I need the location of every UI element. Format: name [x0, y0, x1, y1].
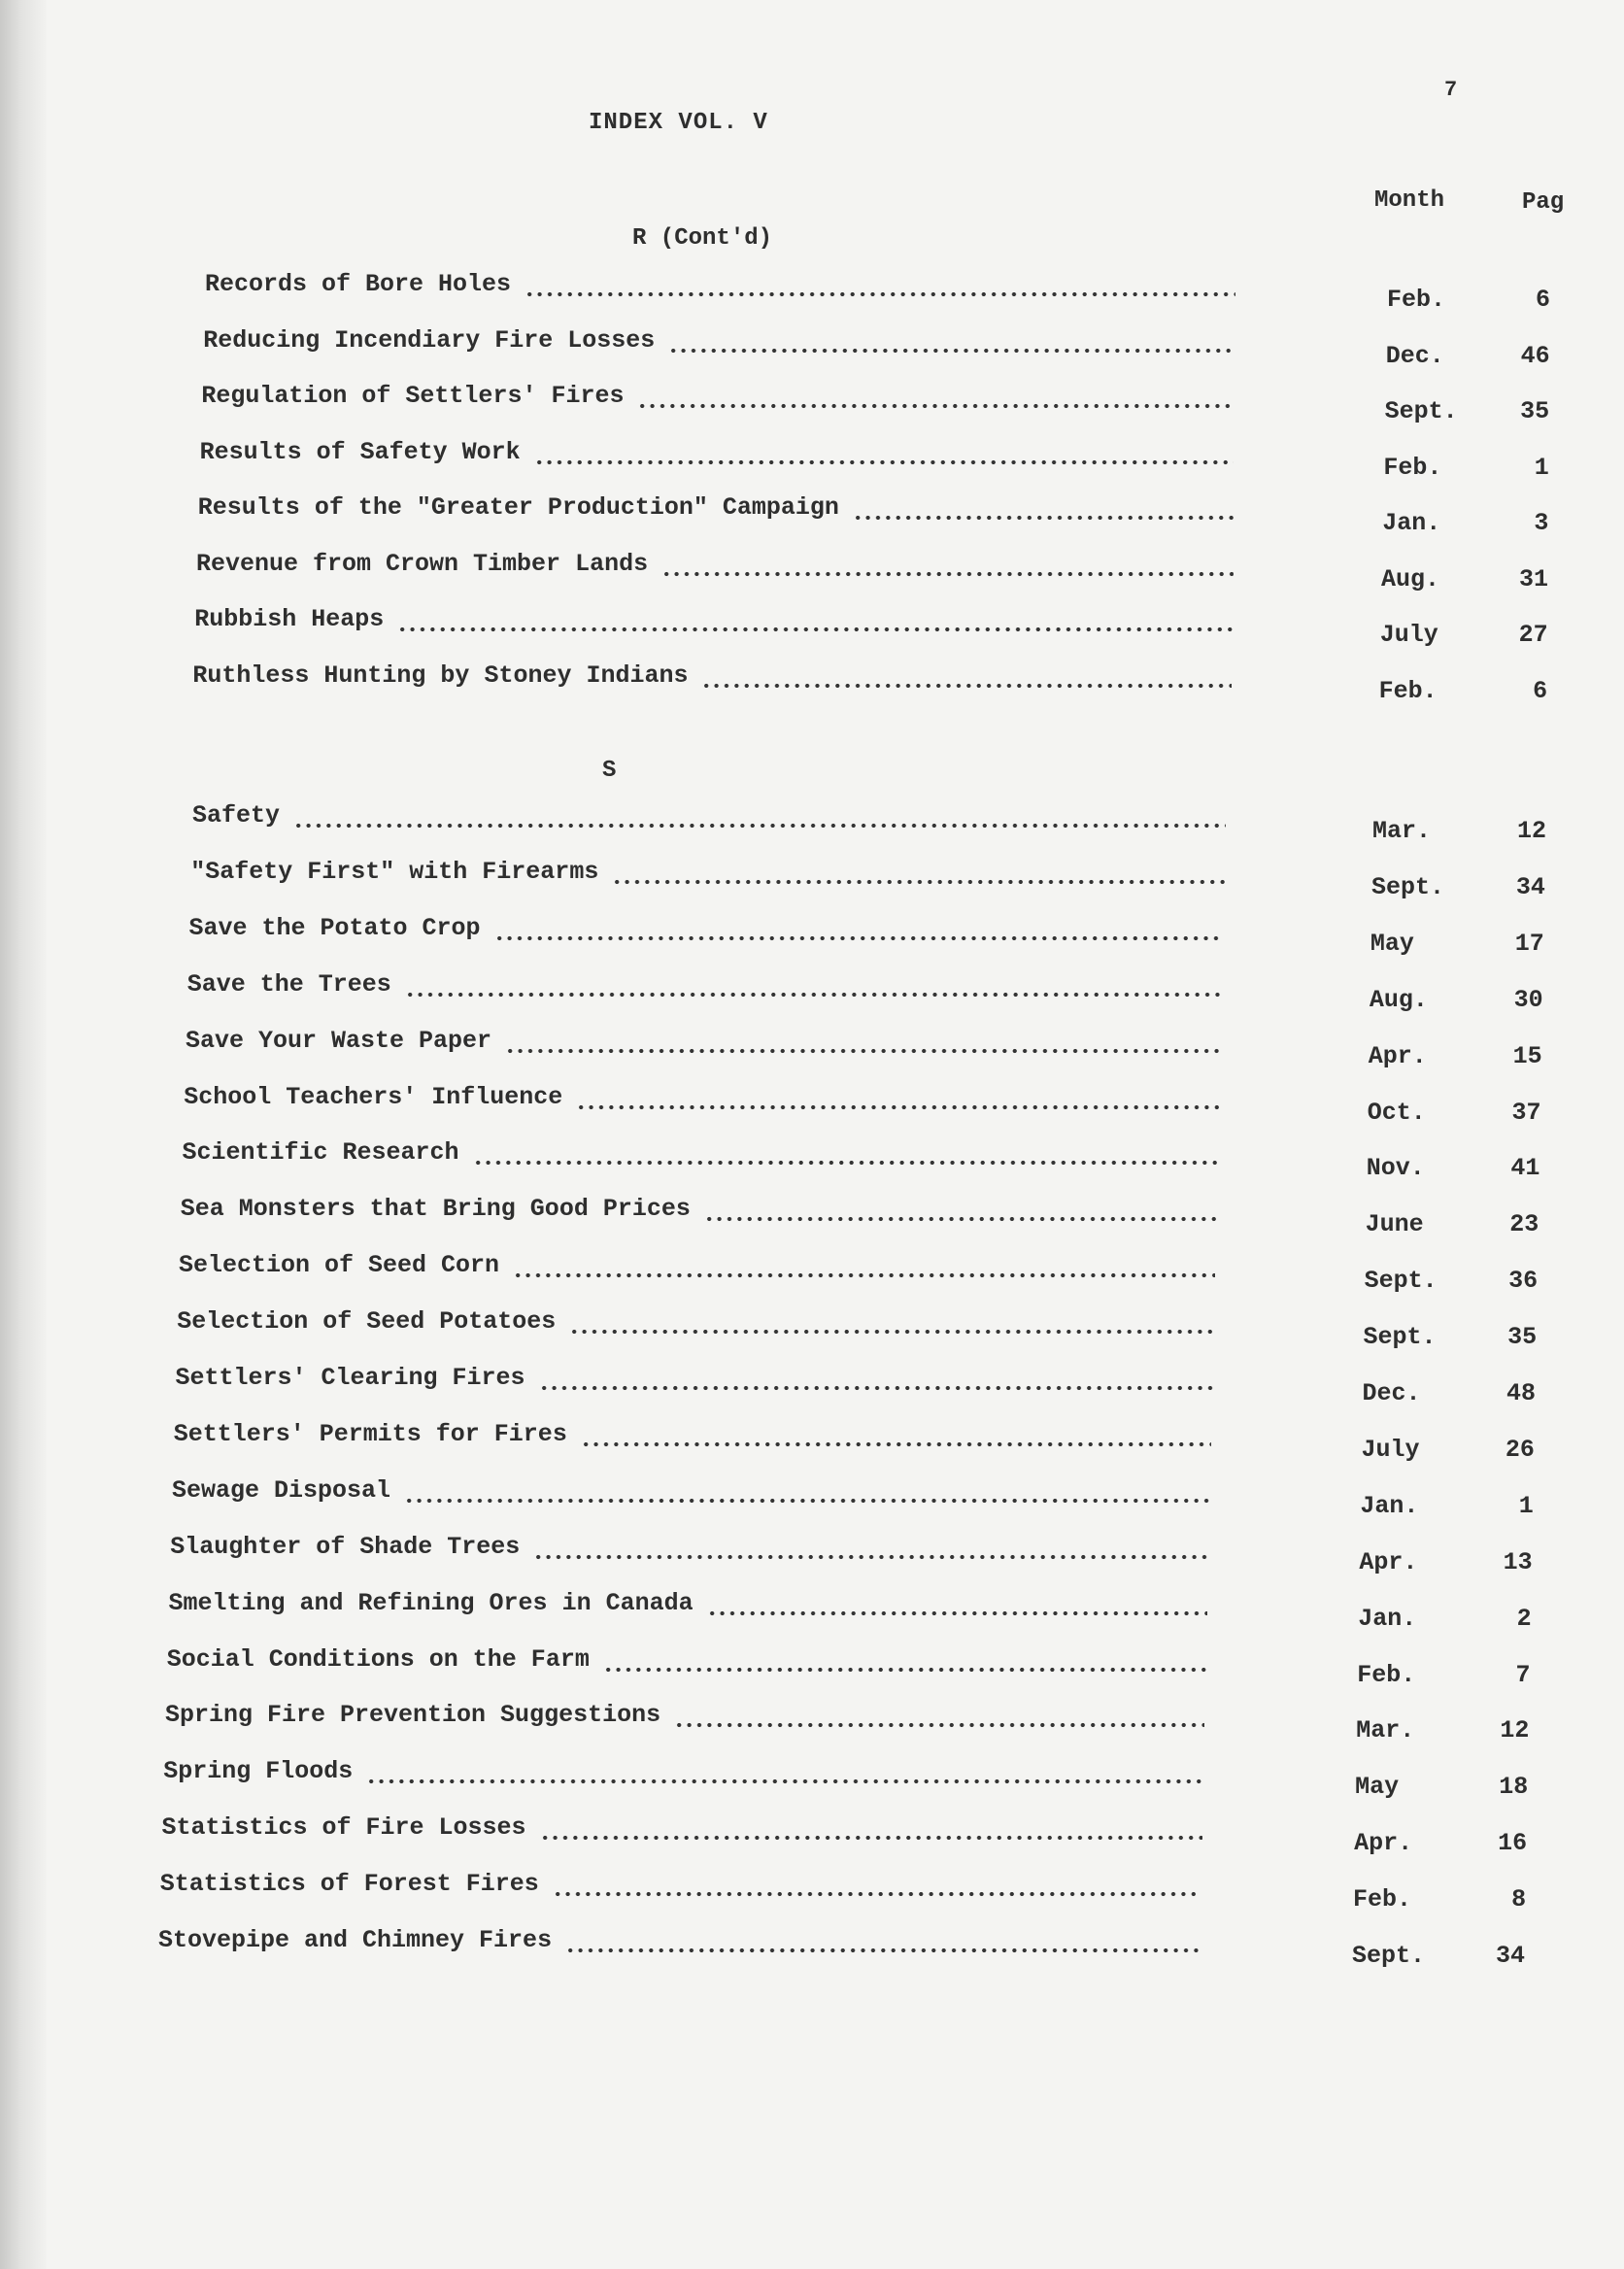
entry-title: Safety: [192, 801, 281, 830]
entry-month: Aug.: [1381, 564, 1440, 593]
entry-title: Stovepipe and Chimney Fires: [158, 1926, 553, 1954]
dot-leader: [701, 683, 1232, 689]
entry-page: 1: [1534, 453, 1549, 482]
index-entry: [0, 1251, 1624, 1296]
index-entry: [0, 969, 1624, 1014]
entry-title: Social Conditions on the Farm: [166, 1644, 590, 1674]
dot-leader: [637, 403, 1235, 409]
entry-month: Jan.: [1382, 509, 1441, 537]
entry-month: Sept.: [1352, 1942, 1426, 1970]
dot-leader: [539, 1385, 1213, 1391]
entry-title: School Teachers' Influence: [184, 1082, 563, 1111]
index-entry: [0, 1195, 1624, 1239]
entry-page: 3: [1534, 509, 1549, 537]
entry-page: 15: [1512, 1041, 1542, 1070]
entry-month: Sept.: [1370, 872, 1444, 901]
page-column-header: Pag: [1522, 189, 1565, 216]
entry-title: Results of Safety Work: [199, 437, 521, 466]
entry-month: Feb.: [1383, 453, 1442, 482]
entry-title: Records of Bore Holes: [205, 270, 512, 298]
dot-leader: [707, 1610, 1208, 1616]
entry-page: 46: [1520, 341, 1550, 370]
entry-page: 6: [1533, 676, 1548, 705]
entry-page: 35: [1507, 1323, 1538, 1352]
entry-page: 35: [1520, 397, 1550, 425]
page-number: 7: [1444, 78, 1458, 102]
entry-title: Scientific Research: [182, 1138, 459, 1168]
index-entry: [0, 1701, 1624, 1745]
dot-leader: [404, 1498, 1210, 1504]
index-entry: [0, 1870, 1624, 1914]
index-entry: [0, 493, 1624, 537]
dot-leader: [366, 1778, 1203, 1784]
index-entry: [0, 913, 1624, 958]
index-entry: [0, 801, 1624, 845]
dot-leader: [668, 348, 1235, 354]
index-entry: [0, 1532, 1624, 1576]
entry-title: Spring Fire Prevention Suggestions: [165, 1701, 661, 1730]
entry-page: 1: [1518, 1491, 1534, 1520]
entry-page: 23: [1509, 1210, 1539, 1239]
entry-title: Results of the "Greater Production" Campaign: [197, 493, 839, 522]
dot-leader: [603, 1667, 1206, 1673]
entry-month: Mar.: [1356, 1716, 1415, 1745]
dot-leader: [565, 1947, 1200, 1953]
dot-leader: [569, 1329, 1214, 1335]
entry-page: 34: [1515, 872, 1545, 901]
entry-page: 12: [1516, 817, 1546, 845]
entry-page: 2: [1516, 1604, 1532, 1633]
index-entry: [0, 1813, 1624, 1858]
entry-month: Feb.: [1357, 1660, 1416, 1689]
entry-title: Selection of Seed Corn: [179, 1251, 500, 1280]
index-entry: [0, 1475, 1624, 1520]
entry-title: Settlers' Clearing Fires: [175, 1364, 525, 1392]
index-entry: [0, 1026, 1624, 1070]
dot-leader: [553, 1891, 1201, 1897]
entry-month: May: [1355, 1773, 1400, 1802]
dot-leader: [405, 992, 1222, 998]
index-entry: [0, 1082, 1624, 1127]
index-entry: [0, 325, 1624, 370]
entry-page: 26: [1505, 1435, 1535, 1464]
index-entry: [0, 1757, 1624, 1802]
entry-month: Jan.: [1360, 1491, 1419, 1520]
index-entry: [0, 1307, 1624, 1352]
index-entry: [0, 1588, 1624, 1633]
entry-month: Apr.: [1368, 1041, 1427, 1070]
entry-title: Sea Monsters that Bring Good Prices: [180, 1195, 691, 1224]
dot-leader: [524, 291, 1235, 297]
index-entry: [0, 549, 1624, 593]
entry-month: Aug.: [1369, 985, 1428, 1014]
entry-title: "Safety First" with Firearms: [190, 857, 599, 886]
entry-month: Apr.: [1354, 1829, 1413, 1858]
index-entry: [0, 1364, 1624, 1407]
dot-leader: [581, 1441, 1211, 1447]
dot-leader: [661, 571, 1234, 577]
entry-title: Save the Trees: [186, 969, 391, 999]
dot-leader: [540, 1835, 1202, 1841]
index-entry: [0, 660, 1624, 705]
dot-leader: [704, 1216, 1217, 1222]
entry-title: Statistics of Forest Fires: [159, 1870, 539, 1899]
entry-page: 36: [1508, 1267, 1539, 1296]
entry-page: 27: [1518, 621, 1548, 649]
entry-month: Mar.: [1372, 817, 1432, 845]
index-entry: [0, 605, 1624, 649]
index-entry: [0, 1419, 1624, 1464]
entry-title: Settlers' Permits for Fires: [173, 1419, 567, 1448]
entry-page: 37: [1511, 1098, 1541, 1127]
section-heading-s: S: [602, 758, 617, 784]
entry-page: 18: [1499, 1773, 1529, 1802]
dot-leader: [576, 1104, 1219, 1110]
entry-title: Revenue from Crown Timber Lands: [196, 549, 649, 578]
index-entry: [0, 382, 1624, 425]
dot-leader: [473, 1160, 1218, 1166]
dot-leader: [534, 459, 1235, 465]
entry-month: Feb.: [1387, 286, 1446, 314]
dot-leader: [494, 935, 1224, 941]
entry-page: 34: [1495, 1942, 1525, 1970]
dot-leader: [533, 1554, 1208, 1560]
entry-month: June: [1365, 1210, 1424, 1239]
entry-title: Rubbish Heaps: [194, 605, 385, 633]
entry-month: July: [1361, 1435, 1420, 1464]
entry-month: Dec.: [1385, 341, 1444, 370]
entry-month: Sept.: [1364, 1267, 1438, 1296]
entry-page: 7: [1515, 1660, 1531, 1689]
entry-title: Statistics of Fire Losses: [161, 1813, 526, 1843]
entry-title: Save Your Waste Paper: [186, 1026, 492, 1055]
entry-page: 6: [1535, 286, 1550, 314]
entry-month: Oct.: [1367, 1098, 1426, 1127]
entry-month: Sept.: [1384, 397, 1458, 425]
entry-title: Smelting and Refining Ores in Canada: [168, 1588, 694, 1617]
entry-title: Reducing Incendiary Fire Losses: [203, 325, 656, 355]
dot-leader: [513, 1272, 1215, 1278]
index-entry: [0, 1926, 1624, 1970]
entry-page: 13: [1503, 1547, 1533, 1576]
entry-page: 12: [1500, 1716, 1530, 1745]
entry-page: 41: [1510, 1154, 1540, 1183]
entry-title: Selection of Seed Potatoes: [177, 1307, 557, 1337]
index-entry: [0, 270, 1624, 314]
entry-title: Ruthless Hunting by Stoney Indians: [192, 660, 689, 690]
entry-page: 8: [1511, 1885, 1527, 1914]
entry-month: Feb.: [1353, 1885, 1412, 1914]
index-entry: [0, 437, 1624, 482]
entry-title: Save the Potato Crop: [188, 913, 481, 942]
entry-month: Apr.: [1359, 1547, 1418, 1576]
dot-leader: [674, 1722, 1204, 1728]
entry-title: Spring Floods: [163, 1757, 354, 1786]
entry-title: Sewage Disposal: [172, 1475, 391, 1505]
entry-month: Nov.: [1366, 1154, 1425, 1183]
entry-month: Jan.: [1358, 1604, 1417, 1633]
index-title: INDEX VOL. V: [589, 110, 768, 136]
entry-month: Feb.: [1378, 676, 1438, 705]
entry-title: Slaughter of Shade Trees: [170, 1532, 521, 1561]
section-heading-r: R (Cont'd): [632, 225, 773, 252]
index-entry: [0, 1138, 1624, 1183]
entry-month: Sept.: [1363, 1323, 1437, 1352]
entry-page: 48: [1506, 1379, 1536, 1407]
dot-leader: [293, 823, 1226, 829]
dot-leader: [397, 627, 1233, 632]
entry-month: Dec.: [1362, 1379, 1421, 1407]
entry-page: 31: [1518, 564, 1548, 593]
dot-leader: [853, 515, 1234, 521]
entry-page: 30: [1513, 985, 1543, 1014]
dot-leader: [505, 1048, 1221, 1054]
entry-month: July: [1379, 621, 1438, 649]
entry-page: 16: [1498, 1829, 1528, 1858]
dot-leader: [612, 879, 1224, 885]
entry-page: 17: [1514, 929, 1544, 958]
entry-title: Regulation of Settlers' Fires: [201, 382, 625, 410]
index-entry: [0, 857, 1624, 901]
entry-month: May: [1370, 929, 1414, 958]
index-entry: [0, 1644, 1624, 1689]
month-column-header: Month: [1374, 187, 1445, 214]
